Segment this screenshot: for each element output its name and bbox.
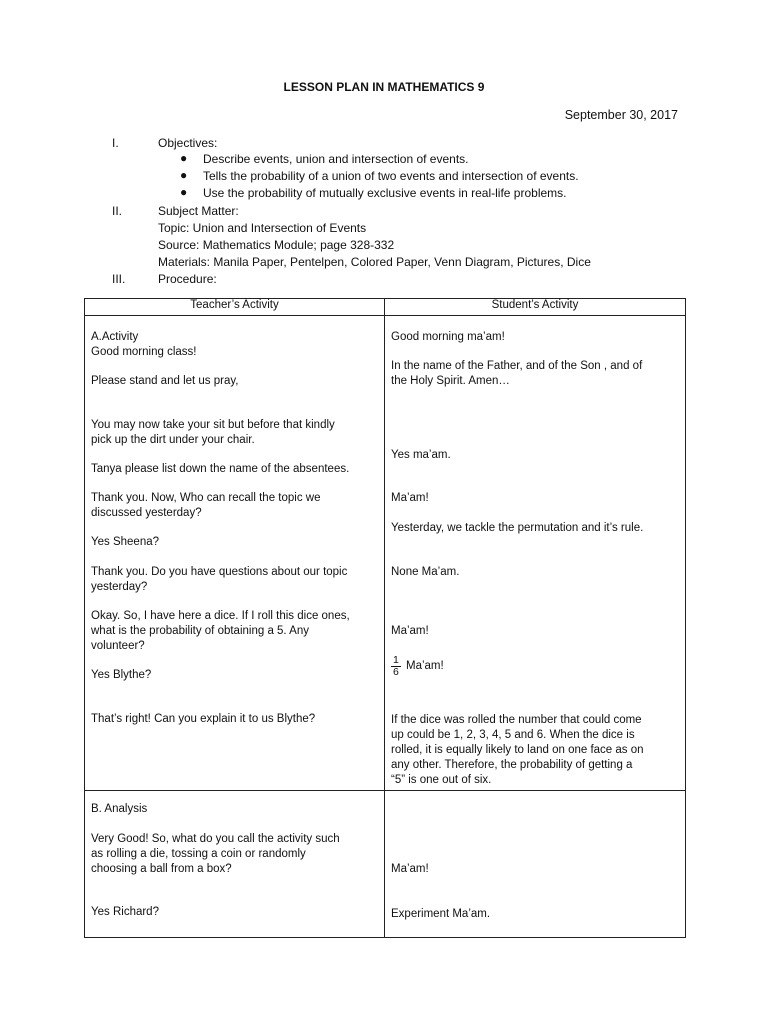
teacher-line: Yes Blythe? <box>91 669 152 681</box>
teacher-activity-cell <box>85 316 385 791</box>
subject-source: Source: Mathematics Module; page 328-332 <box>158 238 395 252</box>
teacher-line: Please stand and let us pray, <box>91 375 239 387</box>
procedure-heading: Procedure: <box>158 272 217 286</box>
bullet-icon: ● <box>180 185 188 199</box>
student-analysis-cell <box>385 791 686 938</box>
section-numeral-procedure: III. <box>112 272 126 286</box>
teacher-line: volunteer? <box>91 640 145 652</box>
teacher-line: Tanya please list down the name of the absentees. <box>91 463 350 475</box>
student-line: Yes ma’am. <box>391 449 451 461</box>
teacher-activity-header: Teacher’s Activity <box>85 299 385 316</box>
teacher-line: Yes Richard? <box>91 906 159 918</box>
teacher-line: Very Good! So, what do you call the activity such <box>91 833 340 845</box>
student-line: Ma’am! <box>391 492 429 504</box>
document-title: LESSON PLAN IN MATHEMATICS 9 <box>283 80 485 94</box>
teacher-analysis-cell <box>85 791 385 938</box>
student-activity-header: Student’s Activity <box>385 299 686 316</box>
table-row-activity <box>85 316 686 791</box>
objective-item: Describe events, union and intersection of events. <box>203 152 469 166</box>
teacher-line: You may now take your sit but before that kindly <box>91 419 335 431</box>
teacher-line: Okay. So, I have here a dice. If I roll this dice ones, <box>91 610 350 622</box>
teacher-line: yesterday? <box>91 581 148 593</box>
student-activity-cell <box>385 316 686 791</box>
student-line: Ma’am! <box>391 625 429 637</box>
teacher-line: discussed yesterday? <box>91 507 202 519</box>
procedure-table <box>84 298 686 938</box>
student-line: rolled, it is equally likely to land on one face as on <box>391 744 644 756</box>
teacher-line: choosing a ball from a box? <box>91 863 232 875</box>
section-label-analysis: B. Analysis <box>91 803 148 815</box>
student-line: up could be 1, 2, 3, 4, 5 and 6. When the dice is <box>391 729 635 741</box>
section-label-activity: A.Activity <box>91 331 139 343</box>
teacher-line: Yes Sheena? <box>91 536 160 548</box>
student-line: Ma’am! <box>391 863 429 875</box>
subject-matter-heading: Subject Matter: <box>158 204 239 218</box>
student-line: None Ma’am. <box>391 566 460 578</box>
teacher-line: as rolling a die, tossing a coin or randomly <box>91 848 306 860</box>
table-header-row <box>85 299 686 316</box>
student-line: Experiment Ma’am. <box>391 908 491 920</box>
fraction-denominator: 6 <box>393 666 399 678</box>
teacher-line: Thank you. Now, Who can recall the topic we <box>91 492 321 504</box>
subject-topic: Topic: Union and Intersection of Events <box>158 221 367 235</box>
student-line: In the name of the Father, and of the Son , and of <box>391 360 643 372</box>
section-numeral-subject: II. <box>112 204 123 218</box>
student-line: any other. Therefore, the probability of getting a <box>391 759 633 771</box>
table-row-analysis <box>85 791 686 938</box>
student-line: If the dice was rolled the number that could come <box>391 714 642 726</box>
lesson-date: September 30, 2017 <box>564 108 678 122</box>
student-line: Ma’am! <box>406 660 444 672</box>
objectives-heading: Objectives: <box>158 136 218 150</box>
fraction-numerator: 1 <box>393 654 399 666</box>
student-line: Yesterday, we tackle the permutation and it’s rule. <box>391 522 644 534</box>
student-line: “5” is one out of six. <box>391 774 492 786</box>
teacher-line: pick up the dirt under your chair. <box>91 434 255 446</box>
bullet-icon: ● <box>180 168 188 182</box>
teacher-line: That’s right! Can you explain it to us Blythe? <box>91 713 316 725</box>
bullet-icon: ● <box>180 151 188 165</box>
section-numeral-objectives: I. <box>112 136 119 150</box>
subject-materials: Materials: Manila Paper, Pentelpen, Colored Paper, Venn Diagram, Pictures, Dice <box>158 255 591 269</box>
objective-item: Use the probability of mutually exclusive events in real-life problems. <box>203 186 567 200</box>
teacher-line: what is the probability of obtaining a 5. Any <box>91 625 310 637</box>
teacher-line: Thank you. Do you have questions about our topic <box>91 566 348 578</box>
student-line: Good morning ma’am! <box>391 331 505 343</box>
objective-item: Tells the probability of a union of two events and intersection of events. <box>203 169 579 183</box>
teacher-line: Good morning class! <box>91 346 197 358</box>
student-line: the Holy Spirit. Amen… <box>391 375 510 387</box>
fraction-one-sixth <box>391 655 401 678</box>
